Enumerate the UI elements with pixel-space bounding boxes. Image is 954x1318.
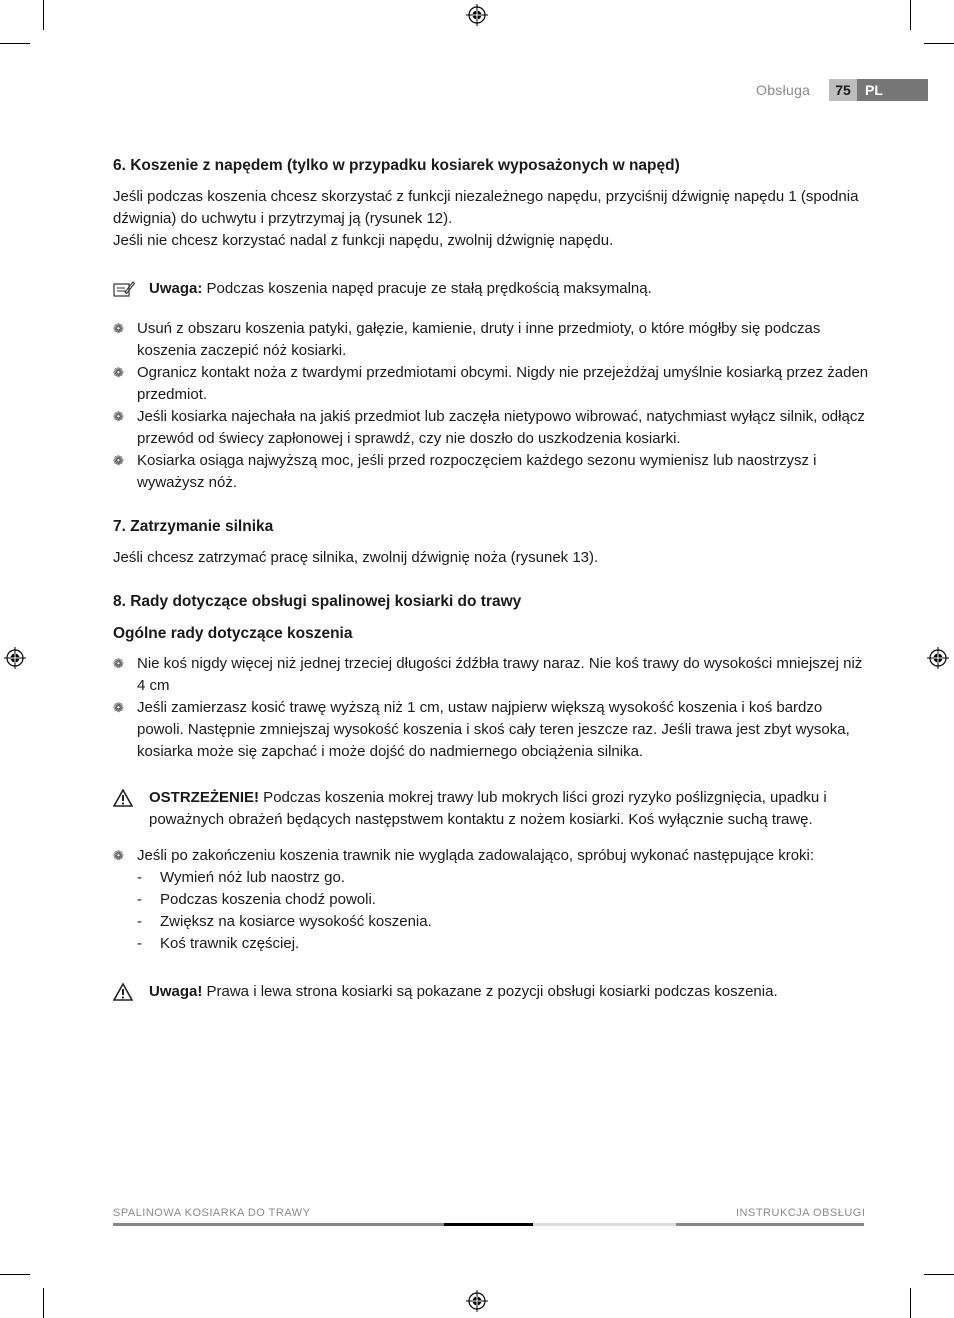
crop-mark: [43, 0, 44, 30]
registration-mark-icon: [927, 647, 949, 669]
list-item: - Zwiększ na kosiarce wysokość koszenia.: [137, 913, 432, 930]
section-7-heading: 7. Zatrzymanie silnika: [113, 518, 274, 535]
list-item-text: Jeśli kosiarka najechała na jakiś przedmiot lub zaczęła nietypowo wibrować, natychmiast wyłącz silnik, odłącz przewód od świecy zapłonowej i sprawdź, czy nie doszło do uszkodzenia kosiarki.: [137, 408, 865, 447]
list-item: [113, 845, 873, 867]
bullet-list: [113, 653, 873, 763]
footer-bar: [676, 1223, 864, 1226]
footer-bar: [113, 1223, 444, 1226]
flower-bullet-icon: ❁: [113, 453, 124, 468]
list-item: [113, 450, 873, 494]
list-item-text: Jeśli po zakończeniu koszenia trawnik nie wygląda zadowalająco, spróbuj wykonać następujące kroki:: [137, 847, 815, 864]
section-7-paragraph: Jeśli chcesz zatrzymać pracę silnika, zwolnij dźwignię noża (rysunek 13).: [113, 549, 599, 566]
section-title: Obsługa: [756, 82, 811, 98]
flower-bullet-icon: ❁: [113, 409, 124, 424]
list-item-text: Nie koś nigdy więcej niż jednej trzeciej długości źdźbła trawy naraz. Nie koś trawy do wysokości mniejszej niż 4 cm: [137, 655, 863, 694]
note-icon: [113, 280, 135, 298]
section-8-subheading: Ogólne rady dotyczące koszenia: [113, 625, 353, 642]
list-item: - Wymień nóż lub naostrz go.: [137, 869, 345, 886]
flower-bullet-icon: ❁: [113, 321, 124, 336]
section-6-paragraph: Jeśli podczas koszenia chcesz skorzystać z funkcji niezależnego napędu, przyciśnij dźwignię napędu 1 (spodnia dźwignia) do uchwytu i przytrzymaj ją (rysunek 12).: [113, 188, 859, 227]
registration-mark-icon: [4, 647, 26, 669]
crop-mark: [924, 43, 954, 44]
attention-box: [113, 981, 873, 1003]
flower-bullet-icon: ❁: [113, 700, 124, 715]
language-tag: PL: [857, 79, 928, 101]
warning-triangle-icon: [113, 789, 133, 807]
list-item-text: Zwiększ na kosiarce wysokość koszenia.: [160, 913, 432, 930]
list-item: - Podczas koszenia chodź powoli.: [137, 891, 376, 908]
section-6-paragraph: Jeśli nie chcesz korzystać nadal z funkcji napędu, zwolnij dźwignię napędu.: [113, 232, 614, 249]
warning-triangle-icon: [113, 983, 133, 1001]
note-text: Podczas koszenia napęd pracuje ze stałą prędkością maksymalną.: [202, 280, 652, 297]
section-8-heading: 8. Rady dotyczące obsługi spalinowej kosiarki do trawy: [113, 593, 522, 610]
list-item-text: Podczas koszenia chodź powoli.: [160, 891, 376, 908]
crop-mark: [910, 1288, 911, 1318]
list-item-text: Jeśli zamierzasz kosić trawę wyższą niż 1 cm, ustaw najpierw większą wysokość koszenia i koś bardzo powoli. Następnie zmniejszaj wysokość koszenia i skoś cały teren jeszcze raz. Jeśli trawa jest zbyt wysoka, kosiarka może się zapchać i może dojść do nadmiernego obciążenia silnika.: [137, 699, 850, 760]
bullet-list: [113, 845, 873, 867]
list-item-text: Usuń z obszaru koszenia patyki, gałęzie, kamienie, druty i inne przedmioty, o które mógłby się podczas koszenia zaczepić nóż kosiarki.: [137, 320, 821, 359]
list-item: [113, 406, 873, 450]
page-content: [113, 155, 873, 1003]
registration-mark-icon: [466, 4, 488, 26]
steps-list: [113, 867, 873, 955]
page-number: 75: [829, 79, 857, 101]
section-6-heading: 6. Koszenie z napędem (tylko w przypadku kosiarek wyposażonych w napęd): [113, 157, 680, 174]
attention-label: Uwaga!: [149, 983, 203, 1000]
list-item: [113, 653, 873, 697]
crop-mark: [910, 0, 911, 30]
list-item-text: Ogranicz kontakt noża z twardymi przedmiotami obcymi. Nigdy nie przejeżdżaj umyślnie kosiarką przez żaden przedmiot.: [137, 364, 869, 403]
registration-mark-icon: [466, 1290, 488, 1312]
flower-bullet-icon: ❁: [113, 848, 124, 863]
crop-mark: [0, 43, 30, 44]
crop-mark: [43, 1288, 44, 1318]
warning-text: Podczas koszenia mokrej trawy lub mokrych liści grozi ryzyko poślizgnięcia, upadku i poważnych obrażeń będących następstwem kontaktu z nożem kosiarki. Koś wyłącznie suchą trawę.: [149, 789, 827, 828]
footer-manual: INSTRUKCJA OBSŁUGI: [736, 1207, 866, 1219]
footer-product: SPALINOWA KOSIARKA DO TRAWY: [113, 1207, 311, 1219]
note-box: [113, 278, 873, 300]
footer-bar: [533, 1223, 676, 1226]
list-item: - Koś trawnik częściej.: [137, 935, 300, 952]
warning-box: [113, 787, 873, 831]
attention-text: Prawa i lewa strona kosiarki są pokazane z pozycji obsługi kosiarki podczas koszenia.: [202, 983, 778, 1000]
bullet-list: [113, 318, 873, 494]
list-item-text: Koś trawnik częściej.: [160, 935, 300, 952]
list-item: [113, 697, 873, 763]
list-item-text: Kosiarka osiąga najwyższą moc, jeśli przed rozpoczęciem każdego sezonu wymienisz lub naostrzysz i wyważysz nóż.: [137, 452, 817, 491]
crop-mark: [924, 1274, 954, 1275]
list-item-text: Wymień nóż lub naostrz go.: [160, 869, 345, 886]
flower-bullet-icon: ❁: [113, 365, 124, 380]
list-item: [113, 318, 873, 362]
footer-bar: [444, 1223, 533, 1226]
note-label: Uwaga:: [149, 280, 203, 297]
list-item: [113, 362, 873, 406]
crop-mark: [0, 1274, 30, 1275]
warning-label: OSTRZEŻENIE!: [149, 789, 260, 806]
flower-bullet-icon: ❁: [113, 656, 124, 671]
